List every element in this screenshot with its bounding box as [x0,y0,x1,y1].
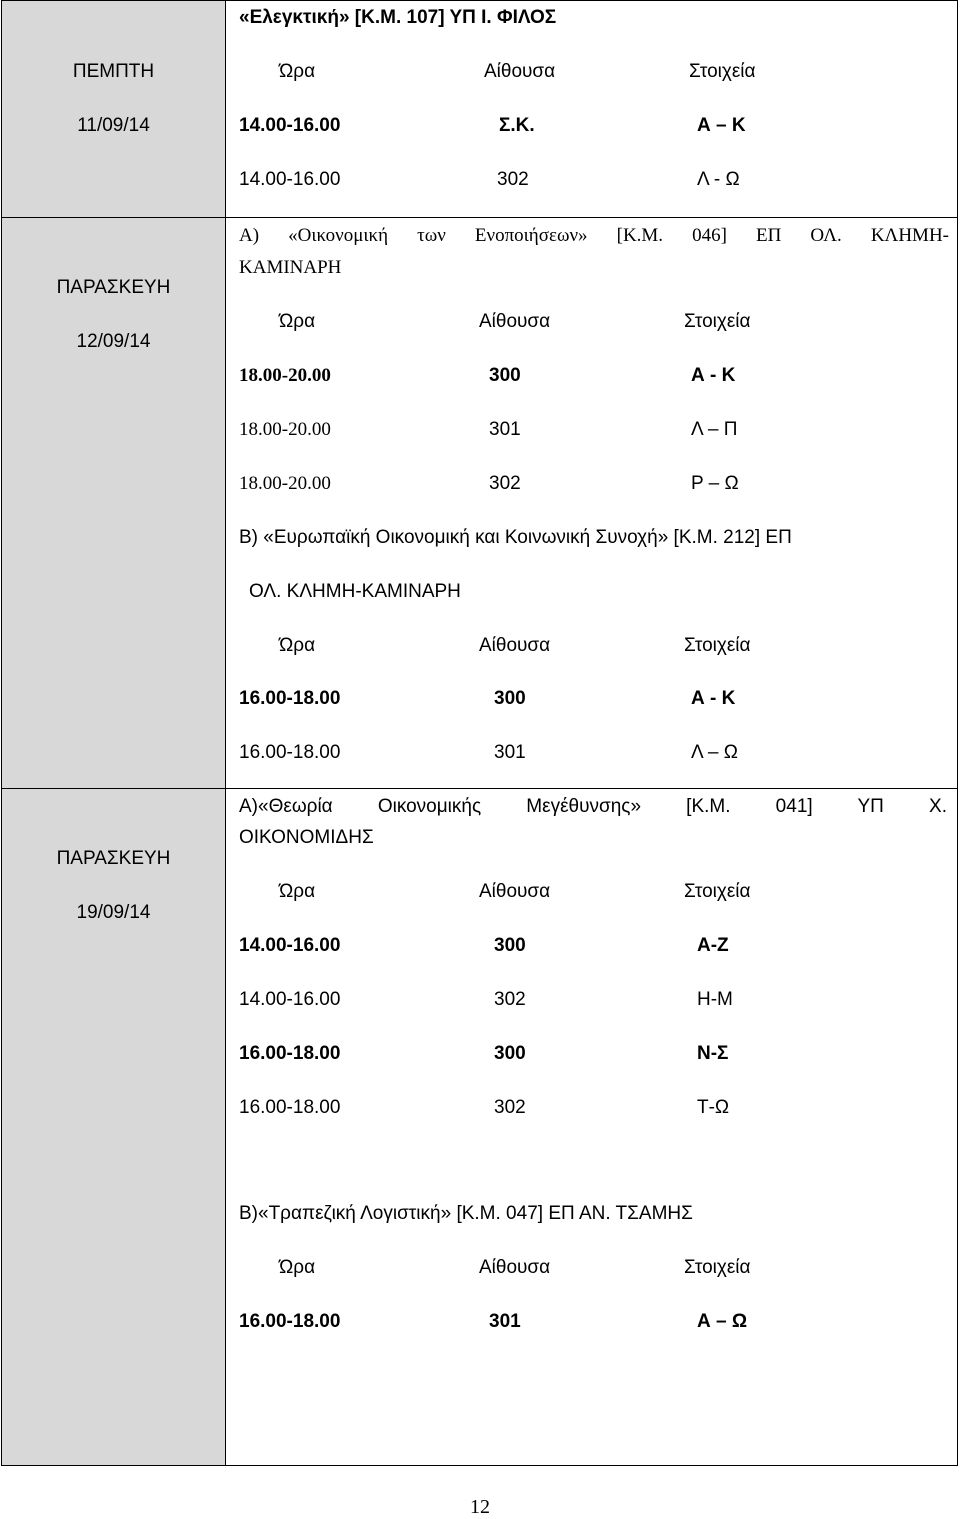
header-info: Στοιχεία [684,635,751,656]
course-cell [239,1,947,217]
header-room: Αίθουσα [479,635,551,656]
day-date: 11/09/14 [77,115,150,136]
slot-room: Σ.Κ. [499,115,535,136]
slot-room: 302 [497,169,529,190]
header-info: Στοιχεία [689,61,756,82]
header-room: Αίθουσα [479,1257,551,1278]
slot-info: Λ – Π [691,419,738,440]
slot-time: 18.00-20.00 [239,365,331,386]
schedule-row-thursday [2,1,957,217]
slot-info: Τ-Ω [697,1097,730,1118]
slot-time: 16.00-18.00 [239,688,341,709]
slot-room: 300 [489,365,521,386]
day-name: ΠΑΡΑΣΚΕΥΗ [56,848,171,869]
course-title: «Ελεγκτική» [Κ.Μ. 107] ΥΠ Ι. ΦΙΛΟΣ [239,7,557,28]
schedule-row-friday-12 [2,217,957,788]
course-b-title-cont: ΟΛ. ΚΛΗΜΗ-ΚΑΜΙΝΑΡΗ [249,581,461,602]
day-name: ΠΑΡΑΣΚΕΥΗ [56,277,171,298]
slot-info: Α-Ζ [697,935,729,956]
slot-room: 300 [494,1043,526,1064]
header-time: Ώρα [279,635,316,656]
header-time: Ώρα [279,881,316,902]
slot-room: 301 [494,742,526,763]
course-b-title: Β)«Τραπεζική Λογιστική» [Κ.Μ. 047] ΕΠ ΑΝ. ΤΣΑΜΗΣ [239,1203,693,1224]
header-room: Αίθουσα [484,61,556,82]
header-info: Στοιχεία [684,311,751,332]
course-cell [239,218,947,788]
slot-time: 16.00-18.00 [239,1043,341,1064]
slot-room: 301 [489,1311,521,1332]
header-info: Στοιχεία [684,1257,751,1278]
day-date: 19/09/14 [76,902,151,923]
slot-time: 18.00-20.00 [239,419,331,440]
slot-room: 302 [489,473,521,494]
course-a-title-cont: ΟΙΚΟΝΟΜΙΔΗΣ [239,827,374,848]
header-info: Στοιχεία [684,881,751,902]
slot-room: 300 [494,688,526,709]
slot-time: 16.00-18.00 [239,1097,341,1118]
slot-time: 16.00-18.00 [239,742,341,763]
day-cell [2,789,226,1465]
slot-time: 18.00-20.00 [239,473,331,494]
slot-room: 301 [489,419,521,440]
slot-info: Α - Κ [691,365,736,386]
course-a-title-cont: ΚΑΜΙΝΑΡΗ [239,257,342,278]
course-a-title: Α)«Θεωρία Οικονομικής Μεγέθυνσης» [Κ.Μ. 041] ΥΠ Χ. [239,796,947,817]
day-cell [2,1,226,217]
slot-time: 14.00-16.00 [239,989,341,1010]
header-time: Ώρα [279,311,316,332]
page-number: 12 [470,1496,490,1518]
day-date: 12/09/14 [76,331,151,352]
slot-info: Α - Κ [691,688,736,709]
slot-info: Ρ – Ω [691,473,739,494]
course-a-title: Α) «Οικονομική των Ενοποιήσεων» [Κ.Μ. 046] ΕΠ ΟΛ. ΚΛΗΜΗ- [239,225,949,246]
header-room: Αίθουσα [479,311,551,332]
course-cell [239,789,947,1465]
day-name: ΠΕΜΠΤΗ [72,61,155,82]
slot-room: 302 [494,989,526,1010]
slot-room: 302 [494,1097,526,1118]
slot-info: Α – Κ [697,115,746,136]
day-cell [2,218,226,788]
slot-room: 300 [494,935,526,956]
header-room: Αίθουσα [479,881,551,902]
header-time: Ώρα [279,61,316,82]
course-b-title: Β) «Ευρωπαϊκή Οικονομική και Κοινωνική Συνοχή» [Κ.Μ. 212] ΕΠ [239,527,792,548]
slot-info: Ν-Σ [697,1043,729,1064]
slot-info: Α – Ω [697,1311,748,1332]
slot-info: Η-Μ [697,989,733,1010]
schedule-row-friday-19 [2,788,957,1465]
exam-schedule-table [1,0,958,1466]
slot-time: 16.00-18.00 [239,1311,341,1332]
slot-info: Λ – Ω [691,742,738,763]
slot-time: 14.00-16.00 [239,169,341,190]
header-time: Ώρα [279,1257,316,1278]
slot-time: 14.00-16.00 [239,935,341,956]
slot-info: Λ - Ω [697,169,740,190]
slot-time: 14.00-16.00 [239,115,341,136]
